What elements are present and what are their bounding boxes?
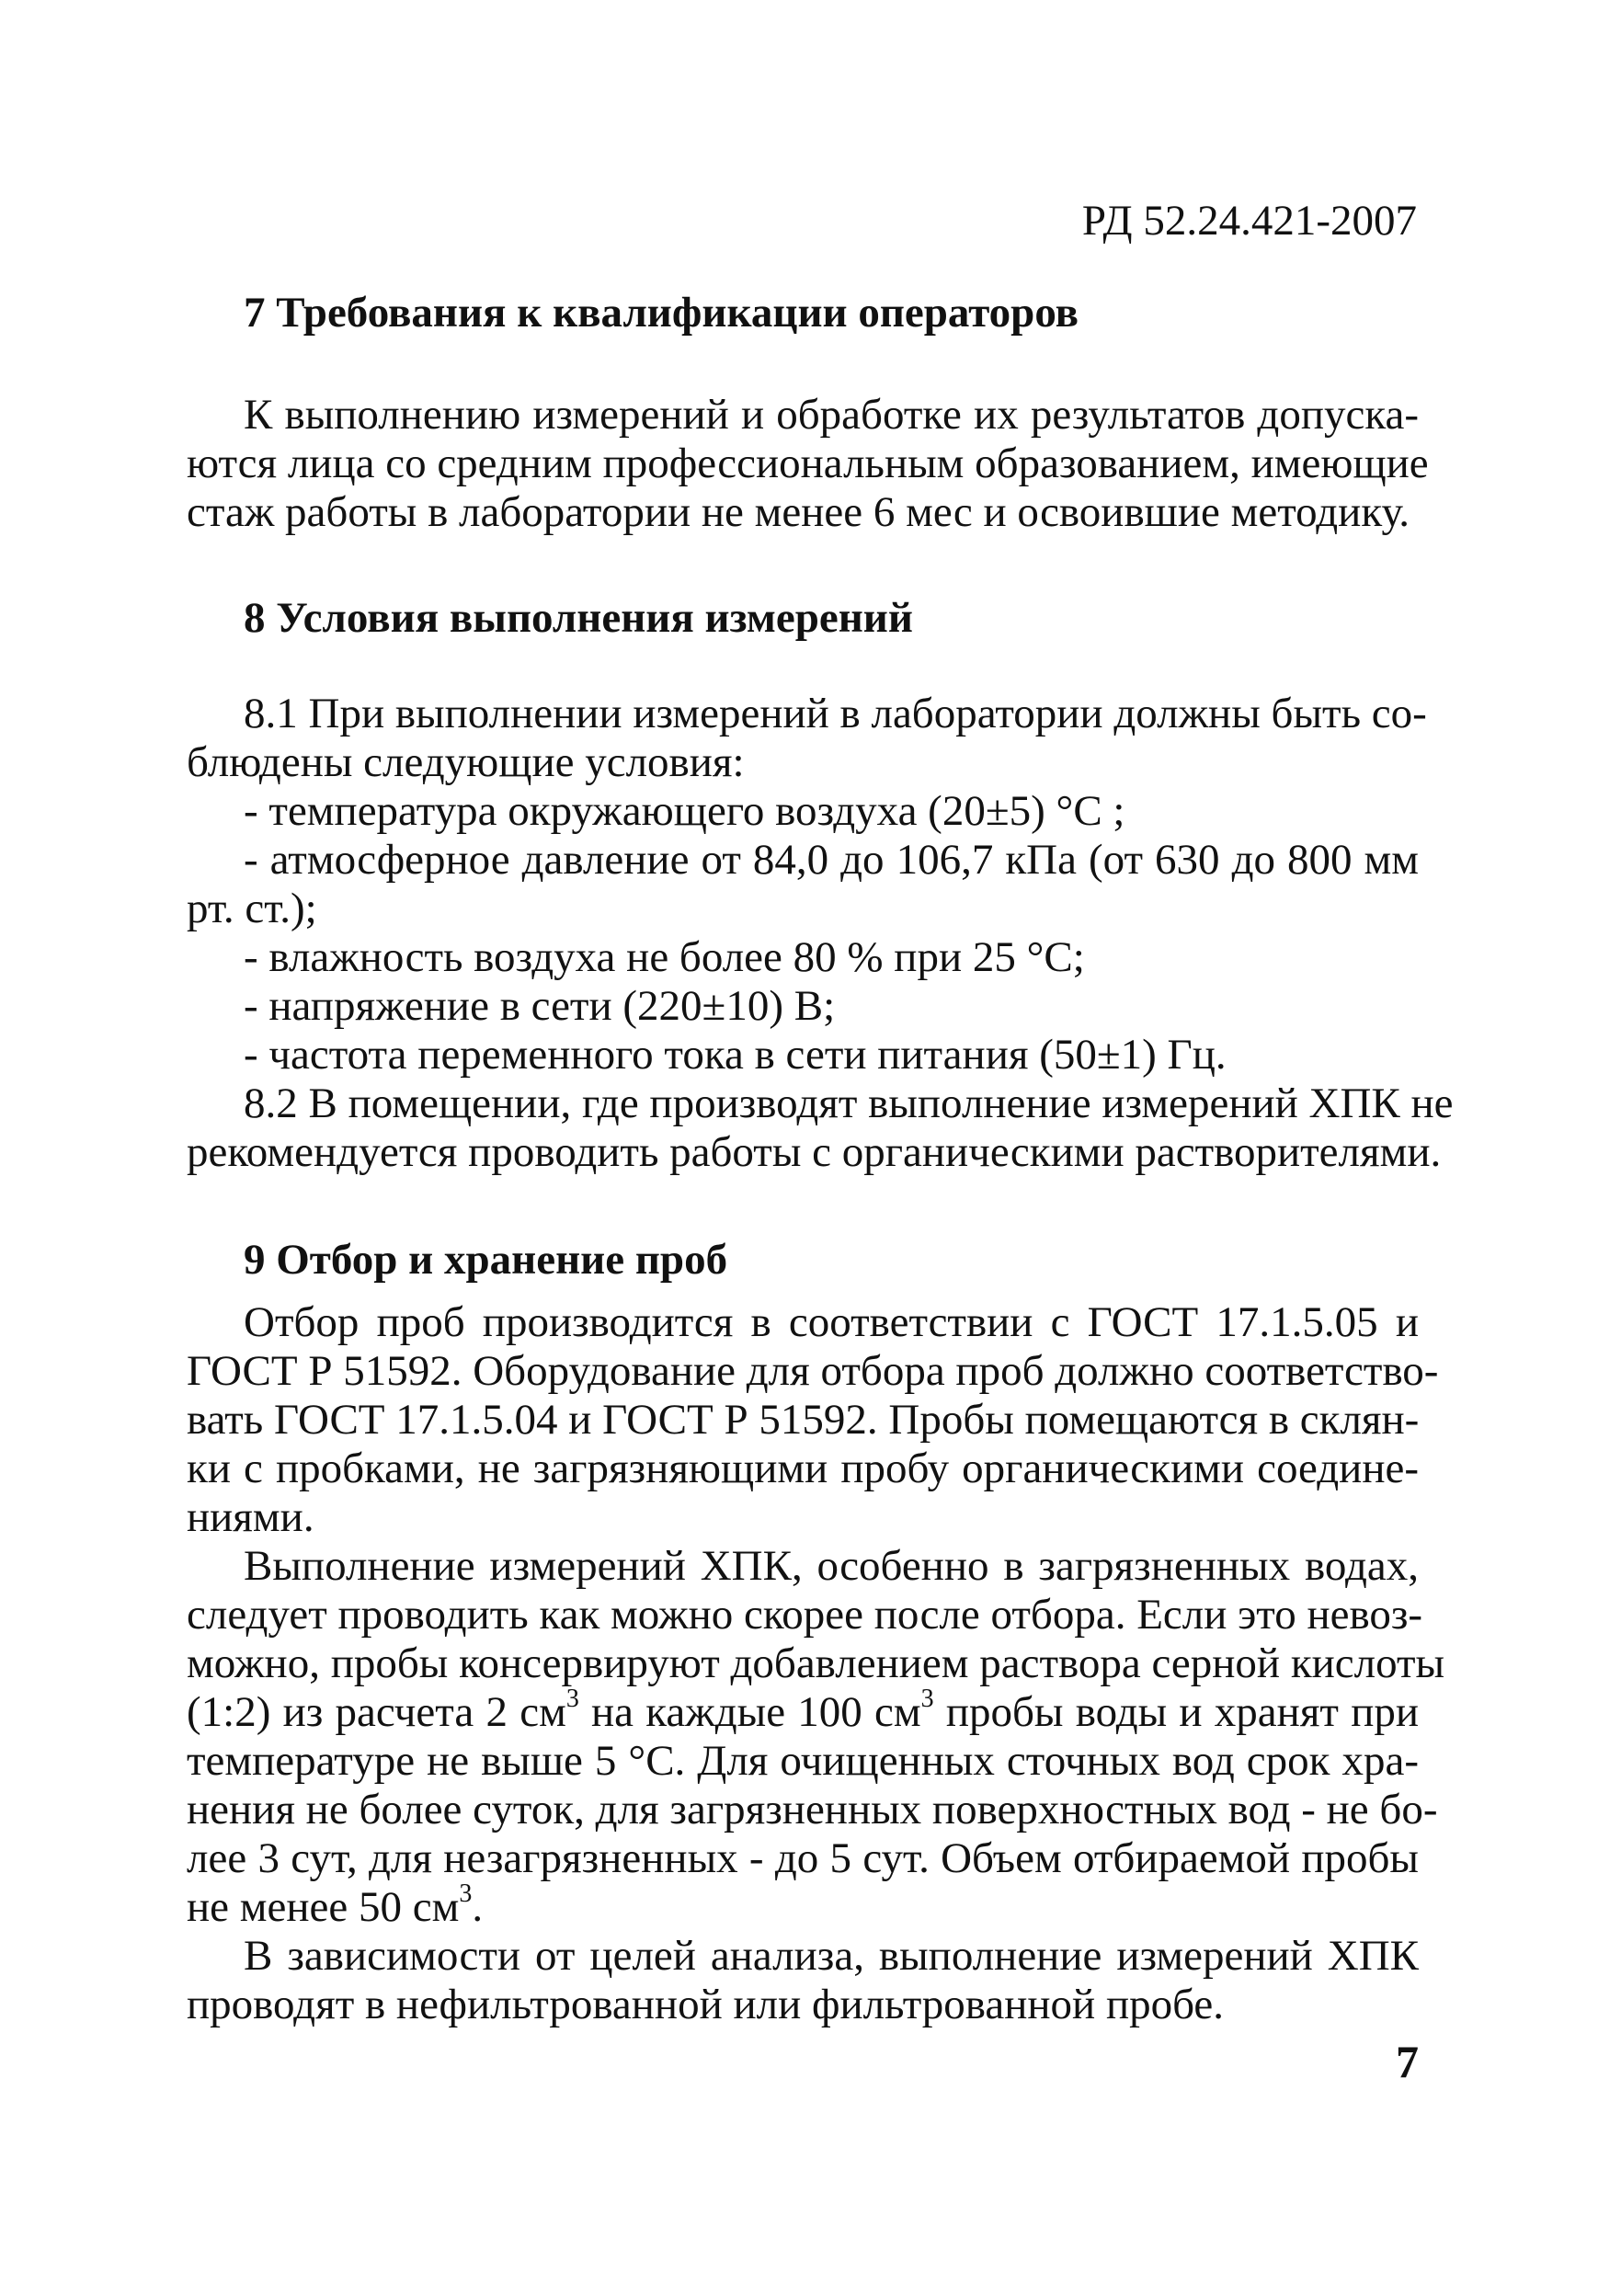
section-7-line: стаж работы в лаборатории не менее 6 мес и освоившие методику. — [187, 488, 1410, 536]
section-9-line: ки с пробками, не загрязняющими пробу органическими соедине- — [187, 1445, 1419, 1492]
text-fragment: не менее 50 см — [187, 1883, 460, 1931]
page-number: 7 — [1396, 2036, 1419, 2087]
superscript: 3 — [459, 1879, 473, 1909]
section-9-heading: 9 Отбор и хранение проб — [244, 1236, 728, 1284]
section-9-line: температуре не выше 5 °С. Для очищенных сточных вод срок хра- — [187, 1737, 1419, 1785]
condition-humidity: - влажность воздуха не более 80 % при 25 °С; — [244, 933, 1085, 981]
superscript: 3 — [565, 1685, 579, 1714]
text-fragment: на каждые 100 см — [578, 1688, 921, 1736]
text-fragment: . — [472, 1883, 484, 1931]
condition-temperature: - температура окружающего воздуха (20±5) °С ; — [244, 787, 1125, 835]
section-7-line: К выполнению измерений и обработке их результатов допуска- — [244, 391, 1419, 439]
section-9-line: следует проводить как можно скорее после отбора. Если это невоз- — [187, 1591, 1423, 1639]
section-8-line: рекомендуется проводить работы с органическими растворителями. — [187, 1128, 1442, 1176]
section-9-line-superscript — [187, 1685, 1419, 1737]
section-9-line: лее 3 сут, для незагрязненных - до 5 сут. Объем отбираемой пробы — [187, 1834, 1419, 1882]
section-9-line: Выполнение измерений ХПК, особенно в загрязненных водах, — [244, 1542, 1419, 1590]
section-8-line: 8.1 При выполнении измерений в лаборатории должны быть со- — [244, 690, 1427, 737]
superscript: 3 — [920, 1685, 934, 1714]
section-8-heading: 8 Условия выполнения измерений — [244, 594, 913, 642]
condition-voltage: - напряжение в сети (220±10) В; — [244, 982, 836, 1030]
section-7-line: ются лица со средним профессиональным образованием, имеющие — [187, 440, 1429, 487]
section-9-line-superscript — [187, 1879, 1419, 1932]
section-7-heading: 7 Требования к квалификации операторов — [244, 289, 1079, 337]
condition-frequency: - частота переменного тока в сети питания (50±1) Гц. — [244, 1031, 1227, 1079]
section-9-line: Отбор проб производится в соответствии с ГОСТ 17.1.5.05 и — [244, 1298, 1419, 1346]
text-fragment: (1:2) из расчета 2 см — [187, 1688, 566, 1736]
section-9-line: проводят в нефильтрованной или фильтрованной пробе. — [187, 1981, 1224, 2028]
section-9-line: ГОСТ Р 51592. Оборудование для отбора проб должно соответство- — [187, 1347, 1439, 1395]
section-8-line: 8.2 В помещении, где производят выполнение измерений ХПК не — [244, 1079, 1454, 1127]
section-9-line: ниями. — [187, 1493, 314, 1541]
document-code: РД 52.24.421-2007 — [1081, 197, 1417, 245]
section-9-line: вать ГОСТ 17.1.5.04 и ГОСТ Р 51592. Пробы помещаются в склян- — [187, 1396, 1420, 1444]
section-9-line: В зависимости от целей анализа, выполнение измерений ХПК — [244, 1932, 1419, 1980]
condition-pressure-continued: рт. ст.); — [187, 885, 317, 932]
section-9-line: нения не более суток, для загрязненных поверхностных вод - не бо- — [187, 1786, 1438, 1833]
section-9-line: можно, пробы консервируют добавлением раствора серной кислоты — [187, 1639, 1445, 1687]
section-8-line: блюдены следующие условия: — [187, 738, 745, 786]
page-content — [187, 287, 1454, 2029]
text-fragment: пробы воды и хранят при — [933, 1688, 1419, 1736]
condition-pressure: - атмосферное давление от 84,0 до 106,7 кПа (от 630 до 800 мм — [244, 836, 1419, 884]
